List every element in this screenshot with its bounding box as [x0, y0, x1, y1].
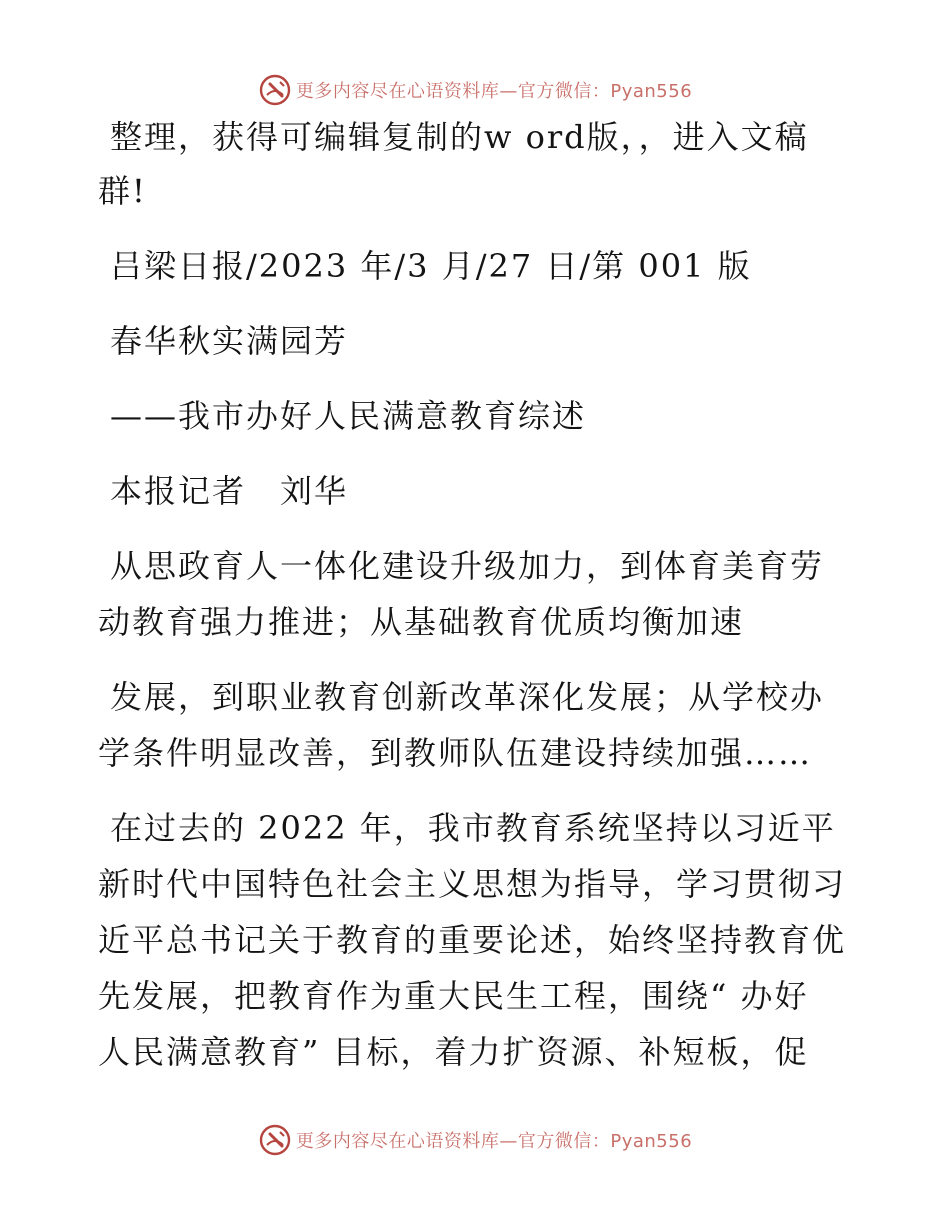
dateline: 吕梁日报/2023 年/3 月/27 日/第 001 版	[110, 247, 752, 285]
byline: 本报记者 刘华	[110, 472, 349, 510]
header-watermark-banner	[0, 70, 950, 110]
text-line: 整理，获得可编辑复制的w ord版，，进入文稿	[110, 118, 809, 156]
watermark-text: 更多内容尽在心语资料库—官方微信：Pyan556	[295, 81, 693, 102]
text-line: 新时代中国特色社会主义思想为指导，学习贯彻习	[98, 865, 847, 903]
document-body	[98, 118, 858, 1071]
article-title: 春华秋实满园芳	[110, 322, 349, 360]
book-pen-logo-icon	[258, 73, 292, 107]
book-pen-logo-icon	[258, 1123, 292, 1157]
watermark-text: 更多内容尽在心语资料库—官方微信：Pyan556	[295, 1131, 693, 1152]
text-line: 发展，到职业教育创新改革深化发展；从学校办	[110, 678, 825, 716]
text-line: 从思政育人一体化建设升级加力，到体育美育劳	[110, 547, 825, 585]
text-line: 动教育强力推进；从基础教育优质均衡加速	[98, 603, 745, 641]
text-line: 近平总书记关于教育的重要论述，始终坚持教育优	[98, 921, 847, 959]
article-subtitle: ——我市办好人民满意教育综述	[110, 397, 587, 435]
text-line: 先发展，把教育作为重大民生工程，围绕“ 办好	[98, 977, 809, 1015]
text-line: 群!	[98, 172, 147, 210]
text-line: 在过去的 2022 年，我市教育系统坚持以习近平	[110, 809, 836, 847]
text-line: 人民满意教育” 目标，着力扩资源、补短板，促	[98, 1033, 809, 1071]
text-line: 学条件明显改善，到教师队伍建设持续加强……	[98, 734, 813, 772]
footer-watermark-banner	[0, 1120, 950, 1160]
